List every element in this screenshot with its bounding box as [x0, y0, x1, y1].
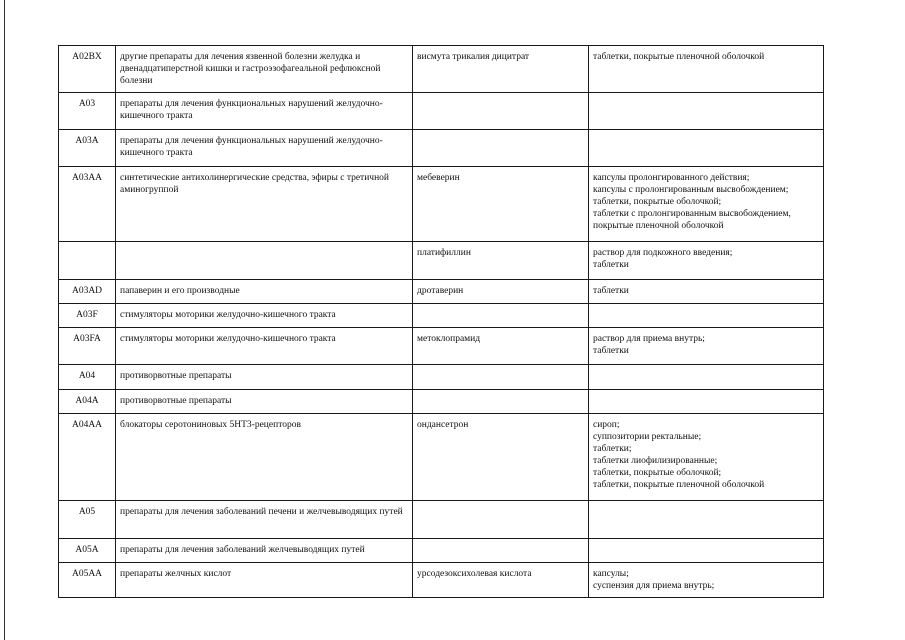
table-row	[59, 365, 824, 390]
table-row	[59, 501, 824, 539]
atc-code-cell: A04AA	[59, 414, 116, 501]
atc-code-cell: A05A	[59, 539, 116, 563]
pharmacological-group-cell: другие препараты для лечения язвенной болезни желудка и двенадцатиперстной кишки и гастроэзофагеальной рефлюксной болезни	[116, 46, 413, 93]
atc-code-cell: A03	[59, 93, 116, 130]
dosage-form-cell: раствор для подкожного введения; таблетки	[589, 242, 824, 280]
atc-code-cell	[59, 242, 116, 280]
atc-code-cell: A03AA	[59, 167, 116, 242]
dosage-form-cell: таблетки, покрытые пленочной оболочкой	[589, 46, 824, 93]
table-row	[59, 563, 824, 598]
table-row	[59, 414, 824, 501]
dosage-form-cell: раствор для приема внутрь; таблетки	[589, 328, 824, 365]
drug-name-cell: висмута трикалия дицитрат	[413, 46, 589, 93]
drug-name-cell	[413, 93, 589, 130]
pharmacological-group-cell	[116, 242, 413, 280]
page-margin-line	[4, 0, 5, 640]
drug-name-cell	[413, 501, 589, 539]
pharmacological-group-cell: препараты для лечения функциональных нарушений желудочно-кишечного тракта	[116, 93, 413, 130]
atc-code-cell: A04A	[59, 390, 116, 414]
drug-name-cell	[413, 365, 589, 390]
drug-name-cell: метоклопрамид	[413, 328, 589, 365]
pharmacological-group-cell: противорвотные препараты	[116, 390, 413, 414]
atc-code-cell: A03F	[59, 304, 116, 328]
atc-code-cell: A03FA	[59, 328, 116, 365]
dosage-form-cell	[589, 93, 824, 130]
drug-name-cell: дротаверин	[413, 280, 589, 304]
drug-name-cell	[413, 304, 589, 328]
dosage-form-cell	[589, 304, 824, 328]
drug-name-cell	[413, 390, 589, 414]
pharmacological-group-cell: блокаторы серотониновых 5HT3-рецепторов	[116, 414, 413, 501]
pharmacological-group-cell: стимуляторы моторики желудочно-кишечного тракта	[116, 304, 413, 328]
atc-code-cell: A02BX	[59, 46, 116, 93]
drug-name-cell: ондансетрон	[413, 414, 589, 501]
table-row	[59, 280, 824, 304]
dosage-form-cell	[589, 130, 824, 167]
pharmacological-group-cell: стимуляторы моторики желудочно-кишечного тракта	[116, 328, 413, 365]
drug-name-cell: платифиллин	[413, 242, 589, 280]
pharmacological-group-cell: противорвотные препараты	[116, 365, 413, 390]
table-row	[59, 130, 824, 167]
table-row	[59, 167, 824, 242]
dosage-form-cell	[589, 501, 824, 539]
table-row	[59, 304, 824, 328]
atc-code-cell: A04	[59, 365, 116, 390]
pharmacological-group-cell: препараты для лечения функциональных нарушений желудочно-кишечного тракта	[116, 130, 413, 167]
atc-code-cell: A05AA	[59, 563, 116, 598]
atc-code-cell: A05	[59, 501, 116, 539]
drug-name-cell: урсодезоксихолевая кислота	[413, 563, 589, 598]
dosage-form-cell: таблетки	[589, 280, 824, 304]
dosage-form-cell: сироп; суппозитории ректальные; таблетки; таблетки лиофилизированные; таблетки, покрытые оболочкой; таблетки, покрытые пленочной оболочкой	[589, 414, 824, 501]
pharmacological-group-cell: синтетические антихолинергические средства, эфиры с третичной аминогруппой	[116, 167, 413, 242]
pharmacological-group-cell: препараты для лечения заболеваний печени и желчевыводящих путей	[116, 501, 413, 539]
pharmacological-group-cell: папаверин и его производные	[116, 280, 413, 304]
dosage-form-cell	[589, 539, 824, 563]
atc-code-cell: A03A	[59, 130, 116, 167]
atc-code-cell: A03AD	[59, 280, 116, 304]
drug-table	[58, 45, 824, 598]
dosage-form-cell	[589, 390, 824, 414]
dosage-form-cell: капсулы; суспензия для приема внутрь;	[589, 563, 824, 598]
table-row	[59, 328, 824, 365]
table-row	[59, 46, 824, 93]
table-row	[59, 93, 824, 130]
dosage-form-cell: капсулы пролонгированного действия; капсулы с пролонгированным высвобождением; таблетки, покрытые оболочкой; таблетки с пролонгированным высвобождением, покрытые пленочной оболочкой	[589, 167, 824, 242]
table-row	[59, 539, 824, 563]
table-row	[59, 242, 824, 280]
drug-name-cell	[413, 539, 589, 563]
drug-name-cell: мебеверин	[413, 167, 589, 242]
drug-name-cell	[413, 130, 589, 167]
pharmacological-group-cell: препараты для лечения заболеваний желчевыводящих путей	[116, 539, 413, 563]
table-row	[59, 390, 824, 414]
dosage-form-cell	[589, 365, 824, 390]
pharmacological-group-cell: препараты желчных кислот	[116, 563, 413, 598]
